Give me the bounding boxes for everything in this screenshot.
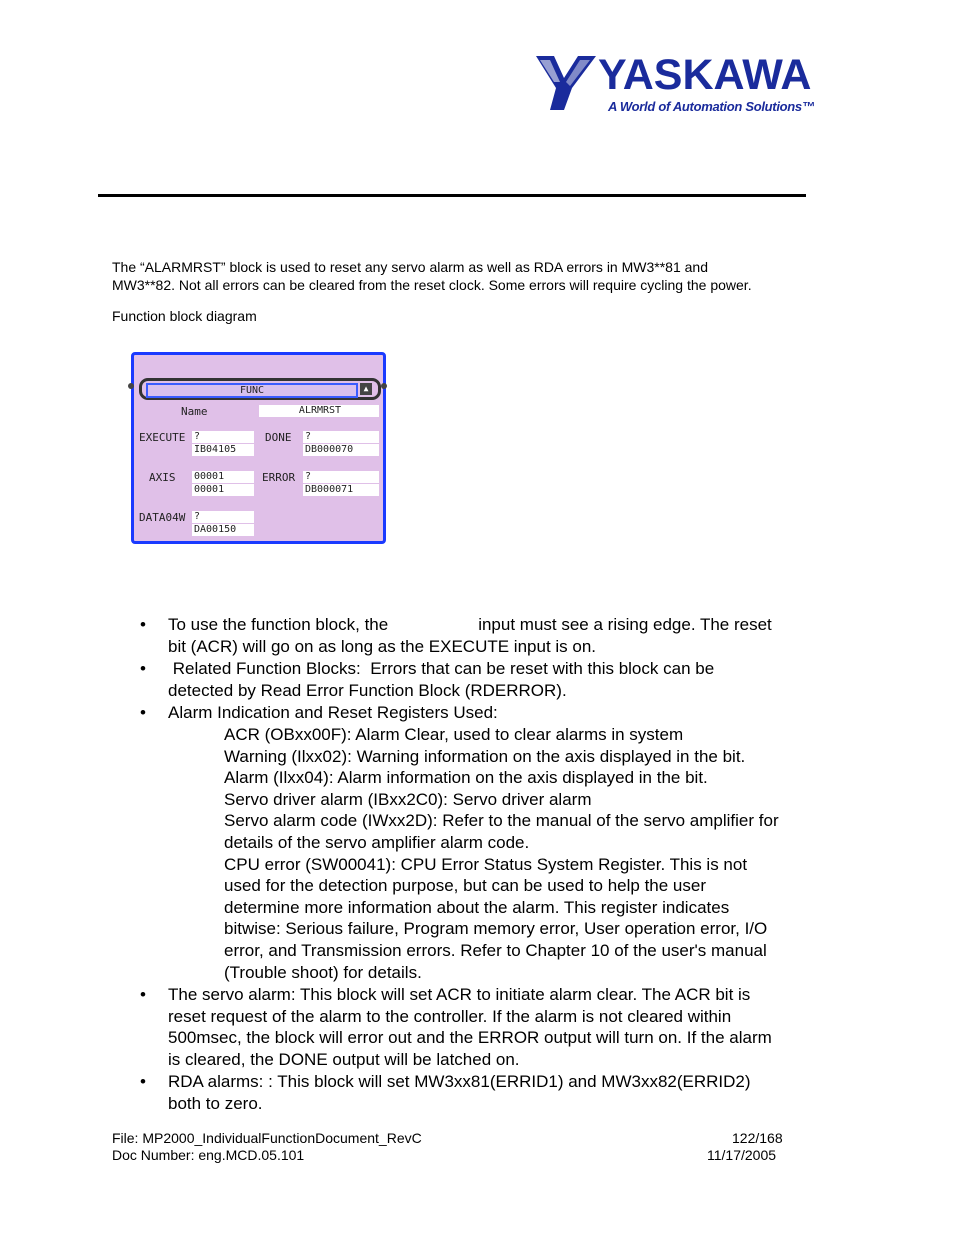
register-line: CPU error (SW00041): CPU Error Status System Register. This is not: [224, 854, 748, 874]
bullet-item-2: [140, 658, 852, 701]
bullet-icon: •: [140, 985, 146, 1005]
done-label: DONE: [265, 431, 292, 444]
data04w-label: DATA04W: [139, 511, 186, 524]
footer-page: 122/168: [732, 1130, 783, 1146]
register-line: Servo driver alarm (IBxx2C0): Servo driver alarm: [224, 789, 592, 809]
bullet-5-line: RDA alarms: : This block will set MW3xx81(ERRID1) and MW3xx82(ERRID2): [168, 1072, 751, 1092]
bullet-icon: •: [140, 615, 146, 634]
bullet-4-line: is cleared, the DONE output will be latched on.: [168, 1049, 520, 1069]
register-line: used for the detection purpose, but can be used to help the user: [224, 876, 707, 896]
bullet-4-line: 500msec, the block will error out and the ERROR output will turn on. If the alarm: [168, 1028, 772, 1048]
intro-paragraph: [112, 258, 852, 294]
bullet-1-text-b: input must see a rising edge. The reset: [478, 615, 772, 634]
error-value-1[interactable]: ?: [303, 471, 379, 483]
bullet-2-line-2: detected by Read Error Function Block (RDERROR).: [168, 680, 567, 700]
bullet-icon: •: [140, 703, 146, 723]
error-label: ERROR: [262, 471, 296, 484]
register-line: Warning (Ilxx02): Warning information on the axis displayed in the bit.: [224, 746, 746, 766]
bullet-3-line-1: Alarm Indication and Reset Registers Used:: [168, 703, 498, 723]
axis-value-2[interactable]: 00001: [192, 484, 254, 496]
data04w-value-2[interactable]: DA00150: [192, 524, 254, 536]
register-line: details of the servo amplifier alarm code.: [224, 832, 530, 852]
function-block-panel: [131, 352, 386, 544]
connector-dot-left: [128, 383, 134, 389]
error-value-2[interactable]: DB000071: [303, 484, 379, 496]
register-line: (Trouble shoot) for details.: [224, 962, 422, 982]
bullet-1-text-a: To use the function block, the: [168, 615, 389, 634]
bullet-item-4: [140, 984, 852, 1070]
footer-file: File: MP2000_IndividualFunctionDocument_RevC: [112, 1130, 422, 1146]
intro-line-1: The “ALARMRST” block is used to reset any servo alarm as well as RDA errors in MW3**81 and: [112, 259, 708, 275]
connector-dot-right: [381, 383, 387, 389]
bullet-list: [140, 614, 852, 1116]
header-rule: [98, 194, 806, 197]
bullet-4-line: reset request of the alarm to the controller. If the alarm is not cleared within: [168, 1006, 732, 1026]
intro-line-2: MW3**82. Not all errors can be cleared from the reset clock. Some errors will require cycling the power.: [112, 277, 752, 293]
name-label: Name: [181, 405, 208, 418]
axis-value-1[interactable]: 00001: [192, 471, 254, 483]
fbd-caption: Function block diagram: [112, 308, 257, 324]
bullet-5-line: both to zero.: [168, 1094, 263, 1114]
bullet-4-line: The servo alarm: This block will set ACR to initiate alarm clear. The ACR bit is: [168, 985, 751, 1005]
bullet-icon: •: [140, 659, 146, 679]
bullet-item-1: [140, 614, 852, 657]
register-line: Alarm (Ilxx04): Alarm information on the axis displayed in the bit.: [224, 768, 708, 788]
data04w-value-1[interactable]: ?: [192, 511, 254, 523]
register-line: ACR (OBxx00F): Alarm Clear, used to clear alarms in system: [224, 724, 684, 744]
yaskawa-logo-mark: [534, 52, 598, 112]
execute-value-1[interactable]: ?: [192, 431, 254, 443]
execute-value-2[interactable]: IB04105: [192, 444, 254, 456]
bullet-1-line-2: bit (ACR) will go on as long as the EXECUTE input is on.: [168, 636, 597, 656]
axis-label: AXIS: [149, 471, 176, 484]
register-line: Servo alarm code (IWxx2D): Refer to the manual of the servo amplifier for: [224, 811, 779, 831]
footer-date: 11/17/2005: [707, 1147, 777, 1163]
bullet-item-3: [140, 702, 852, 983]
done-value-2[interactable]: DB000070: [303, 444, 379, 456]
bullet-icon: •: [140, 1072, 146, 1092]
execute-label: EXECUTE: [139, 431, 186, 444]
register-line: error, and Transmission errors. Refer to Chapter 10 of the user's manual: [224, 940, 767, 960]
done-value-1[interactable]: ?: [303, 431, 379, 443]
register-line: determine more information about the alarm. This register indicates: [224, 897, 730, 917]
bullet-item-5: [140, 1071, 852, 1114]
func-label: FUNC: [146, 383, 358, 398]
bullet-2-line-1: Related Function Blocks: Errors that can be reset with this block can be: [168, 659, 715, 679]
logo-tagline: A World of Automation Solutions™: [608, 99, 815, 114]
func-expand-icon[interactable]: ▲: [360, 383, 372, 395]
register-list: [168, 724, 852, 983]
register-line: bitwise: Serious failure, Program memory error, User operation error, I/O: [224, 919, 768, 939]
logo-name: YASKAWA: [598, 51, 812, 99]
footer-doc-number: Doc Number: eng.MCD.05.101: [112, 1147, 305, 1163]
name-value[interactable]: ALRMRST: [259, 405, 379, 417]
